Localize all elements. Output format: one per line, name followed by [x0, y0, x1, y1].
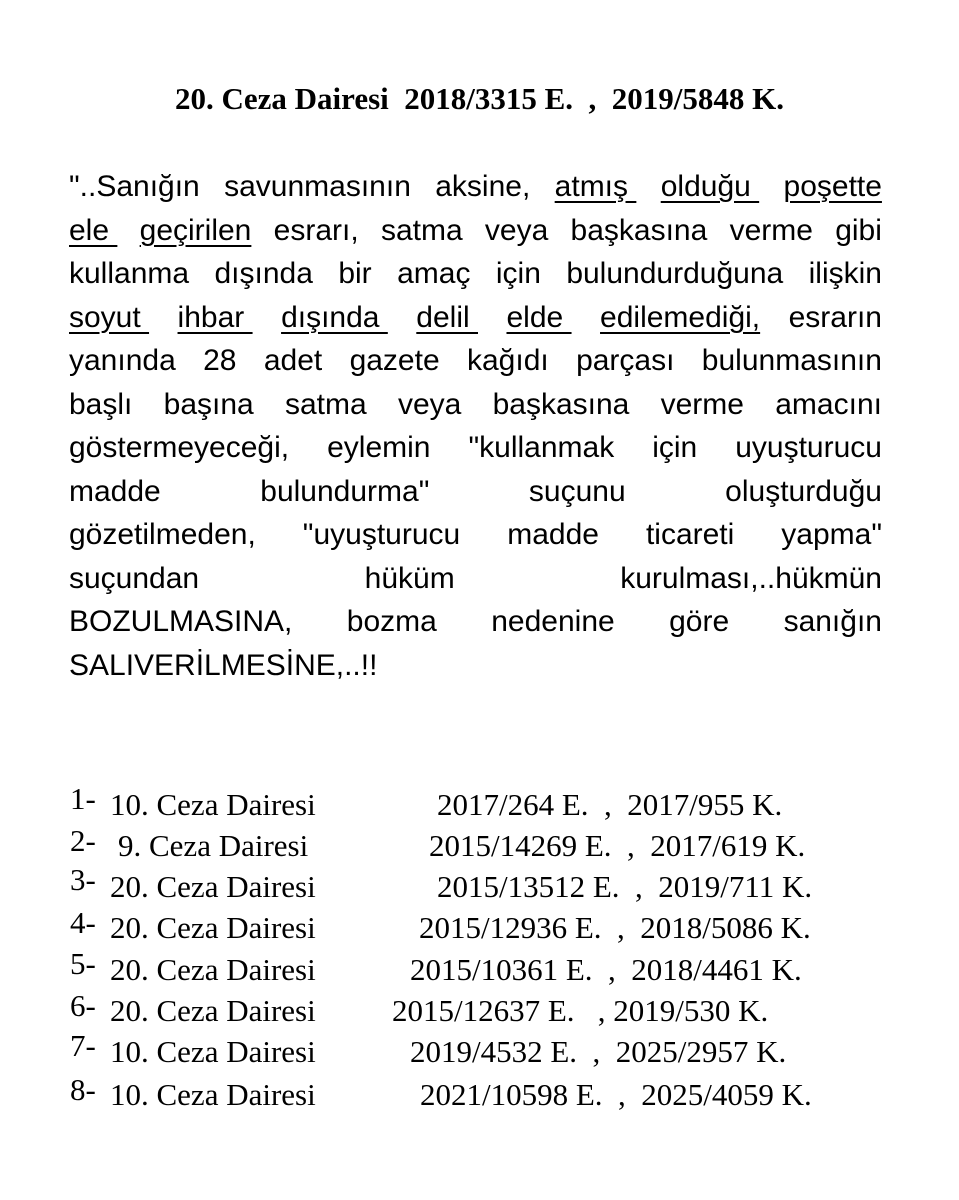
quote-word: esrarı,: [273, 213, 359, 247]
quote-word: göre: [669, 605, 730, 638]
case-row: [0, 823, 959, 866]
case-number: 3-: [70, 862, 96, 897]
quote-word: bulundurduğuna: [566, 257, 784, 290]
quote-word: sanığın: [783, 605, 882, 638]
quote-word: başkasına: [492, 387, 630, 421]
case-number: 5-: [70, 946, 96, 981]
case-reference: 2015/10361 E. , 2018/4461 K.: [410, 952, 802, 987]
underlined-word: ihbar: [177, 300, 253, 334]
case-court: 20. Ceza Dairesi: [110, 993, 316, 1028]
quote-word: için: [652, 431, 698, 464]
case-number: 8-: [70, 1072, 96, 1107]
underlined-word: delil: [416, 300, 478, 334]
case-number: 1-: [70, 781, 96, 816]
case-number: 7-: [70, 1028, 96, 1063]
quote-word: verme: [660, 387, 744, 421]
quote-word: "kullanmak: [468, 431, 615, 464]
quote-word: gibi: [835, 213, 882, 247]
quote-word: "..Sanığın: [69, 170, 200, 203]
quote-word: adet: [263, 344, 323, 377]
quote-word: madde: [69, 474, 161, 508]
underlined-word: soyut: [69, 300, 150, 334]
case-row: [0, 1028, 959, 1072]
quote-word: bulunmasının: [701, 344, 882, 377]
quote-word: esrarın: [788, 300, 882, 334]
quote-word: SALIVERİLMESİNE,..!!: [69, 648, 378, 682]
case-row: [0, 1072, 959, 1115]
case-reference: 2021/10598 E. , 2025/4059 K.: [420, 1077, 812, 1112]
quote-word: bozma: [346, 605, 437, 638]
quote-word: savunmasının: [224, 170, 411, 203]
underlined-word: olduğu: [660, 170, 760, 203]
case-reference: 2015/12936 E. , 2018/5086 K.: [419, 910, 811, 945]
quote-word: gözetilmeden,: [69, 518, 256, 551]
case-reference: 2017/264 E. , 2017/955 K.: [437, 787, 783, 822]
underlined-word: poşette: [783, 170, 882, 203]
quote-word: eylemin: [327, 431, 431, 464]
quote-word: amaç: [397, 257, 471, 290]
quote-word: nedenine: [491, 605, 615, 638]
quote-word: satma: [284, 387, 367, 421]
quote-word: amacını: [775, 387, 882, 421]
underlined-word: edilemediği,: [600, 300, 761, 334]
quote-word: parçası: [576, 344, 675, 377]
quote-word: göstermeyeceği,: [69, 431, 290, 464]
case-reference: 2015/12637 E. , 2019/530 K.: [392, 993, 769, 1028]
quote-word: dışında: [214, 257, 313, 290]
case-row: [0, 988, 959, 1031]
quote-word: veya: [397, 387, 462, 421]
quote-word: kurulması,..hükmün: [620, 561, 882, 595]
underlined-word: atmış: [554, 170, 637, 203]
quote-word: yanında: [69, 344, 176, 377]
quote-word: bulundurma": [260, 474, 430, 508]
case-number: 2-: [70, 823, 96, 858]
document-title: 20. Ceza Dairesi 2018/3315 E. , 2019/5848 K.: [174, 81, 785, 116]
quote-word: için: [495, 257, 541, 290]
quote-word: satma: [380, 213, 463, 247]
quote-word: aksine,: [435, 170, 531, 203]
underlined-word: dışında: [281, 300, 388, 334]
quote-word: oluşturduğu: [725, 474, 882, 508]
quote-word: başlı: [69, 387, 133, 421]
quote-word: verme: [729, 213, 813, 247]
case-row: [0, 905, 959, 948]
case-court: 20. Ceza Dairesi: [110, 910, 316, 945]
quote-word: başkasına: [570, 213, 708, 247]
case-court: 10. Ceza Dairesi: [110, 1077, 316, 1112]
quote-word: suçunu: [528, 474, 626, 508]
underlined-word: ele: [69, 213, 118, 247]
quote-word: ilişkin: [808, 257, 882, 290]
quote-word: 28: [203, 344, 237, 377]
case-reference: 2019/4532 E. , 2025/2957 K.: [410, 1034, 787, 1069]
quote-word: suçundan: [69, 561, 200, 595]
underlined-word: elde: [506, 300, 572, 334]
underlined-word: geçirilen: [139, 213, 252, 247]
case-court: 20. Ceza Dairesi: [110, 869, 316, 904]
quote-word: başına: [163, 387, 254, 421]
quote-word: madde: [507, 518, 599, 551]
quote-word: kağıdı: [466, 344, 549, 377]
case-court: 9. Ceza Dairesi: [118, 828, 309, 863]
case-reference: 2015/14269 E. , 2017/619 K.: [429, 828, 806, 863]
quote-word: ticareti: [645, 518, 735, 551]
case-row: [0, 946, 959, 990]
quote-word: kullanma: [69, 257, 190, 290]
case-court: 20. Ceza Dairesi: [110, 952, 316, 987]
quote-word: "uyuşturucu: [302, 518, 461, 551]
case-row: [0, 862, 959, 907]
quote-word: hüküm: [364, 561, 455, 595]
case-number: 6-: [70, 988, 96, 1023]
quote-word: uyuşturucu: [735, 431, 882, 464]
case-court: 10. Ceza Dairesi: [110, 787, 316, 822]
quote-word: gazete: [349, 344, 440, 377]
quote-word: veya: [484, 213, 549, 247]
case-row: [0, 781, 959, 825]
case-reference: 2015/13512 E. , 2019/711 K.: [437, 869, 813, 904]
quote-word: yapma": [781, 518, 882, 551]
case-number: 4-: [70, 905, 96, 940]
case-court: 10. Ceza Dairesi: [110, 1034, 316, 1069]
quote-word: bir: [338, 257, 372, 290]
quote-word: BOZULMASINA,: [69, 605, 293, 638]
